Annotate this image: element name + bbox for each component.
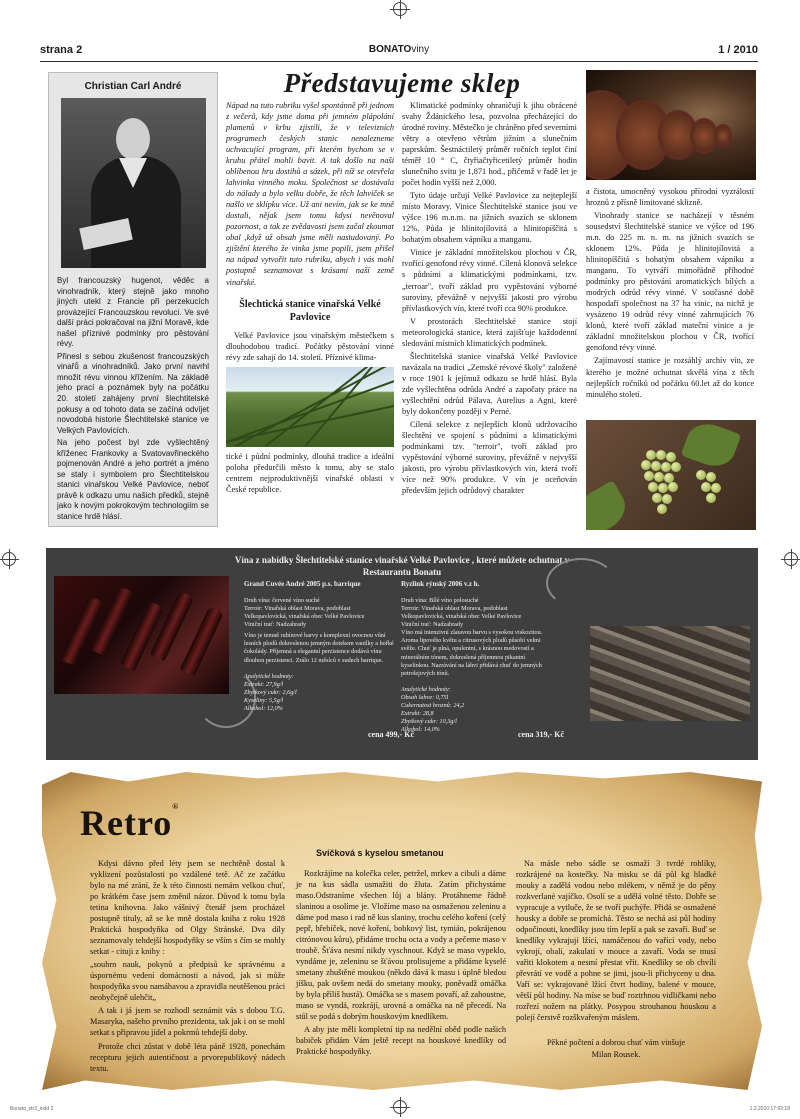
recipe-paragraph: A aby jste měli kompletní tip na nedělní oběd podle našich babiček přidám Vám ještě recept na houskové knedlíky od Praktické hospodyňky. (296, 1025, 506, 1057)
wine-card-left (244, 580, 394, 713)
wine-spec-line: Obsah lahve: 0,75l (401, 693, 449, 701)
sidebar-title: Christian Carl André (84, 81, 182, 92)
recipe-title: Svíčková s kyselou smetanou (316, 848, 444, 858)
wine-bottles-image (54, 576, 229, 694)
article-paragraph: Cílená selekce z nejlepších klonů udržovacího šlechtění ve spojení s půdními a klimatickými podmínkami tzv. "terroir", tvoří základ pro vypěstování výborné suroviny, převážně v nejvyšší jakosti, pro výrobu přívlastkových vín, která tvoří více než 90% produkce. V vín je oceňován především jejich odrůdový charakter (402, 419, 577, 496)
retro-quote: „souhrn nauk, pokynů a předpisů ke správnému a úspornému vedení domácnosti a návod, jak si může hospodyňka svou namáhavou a zpravidla neutěšenou práci neobyčejně ulehčit„ (90, 960, 285, 1003)
article-paragraph: a čistota, umocněný vysokou přírodní vyzrálostí hroznů z přísně limitované sklizně. (586, 187, 754, 208)
footer-timestamp: 1.2.2010 17:02:18 (749, 1106, 790, 1112)
retro-title-text: Retro (80, 803, 173, 843)
registration-mark-top (393, 2, 407, 16)
retro-paragraph: Protože chci zůstat v době léta páně 1928, ponechám recepturu jejich autentičnost a prvorepublikový nádech textu. (90, 1041, 285, 1073)
wine-title-line: Vína z nabídky Šlechtitelské stanice vinařské Velké Pavlovice , které můžete ochutnat v (234, 555, 570, 565)
brand-bold: BONATO (368, 44, 412, 55)
magazine-brand (40, 44, 758, 55)
article-paragraph: V prostorách šlechtitelské stanice stojí meteorologická stanice, která zajišťuje každodenní sledování místních klimatických podmínek. (402, 316, 577, 348)
wine-description: Víno je temně rubínové barvy s komplexní ovocnou vůní lesních plodů dokreslenou jemným dotekem vanilky a hořké čokolády. Příjemná a elegantní perzistence dodává vínu dlouhou perzistenci. Zrálo 12 měsíců v sudech barrique. (244, 632, 394, 664)
wine-spec-line: Extrakt: 28,8 (401, 709, 434, 717)
vineyard-image (226, 367, 394, 447)
wine-spec-line: Analytické hodnoty: (244, 672, 294, 680)
wine-description: Víno má intenzivní zlatavou barvu s vysokou viskozitou. Aroma lipového květu a citrusových plodů působí velmi svěže. Chuť je plná, opulentní, s krásnou medovostí a minerálním tónem, dokreslená příjemnou pikantní kyselinkou. Nazrávání na láhvi přidává chuť do jemných petrolejových tónů. (401, 629, 543, 677)
andre-portrait-image (61, 98, 206, 268)
andre-sidebar (48, 72, 218, 527)
recipe-paragraph: Na másle nebo sádle se osmaží 3 tvrdé rohlíky, rozkrájené na kostečky. Na misku se dá půl kg hladké mouky a zadělá vodou nebo mlékem, v němž je do pěny rozkverlané vajíčko. Osolí se a udělá volné těsto. Dobře se vypracuje a vytluče, že se tvoří puchýře. Přidá se osmažené housky a dobře se promíchá. Těsto se nechá asi půl hodiny odpočinouti, knedlíky jsou tím lepší a pak se zavaří. Buď se knedlíky vykrajují lžící, namáčenou do vařící vody, nebo vykrojí, obalí, zakulatí v mouce a zavaří. Voda se musí vařiti klokotem a nesmí přestat vřít. Knedlíky se ob chvíli převrátí ve vodě a pohne se jimi, jsou-li přichyceny u dna. Vaří se: vykrajované lžící čtvrt hodiny, balené v mouce, větší půl hodiny. Na míse se buď roztrhnou vidličkami nebo rozřezí nožem na plátky. Posypou strouhanou houskou a polejí čerstvě rozškvařeným máslem. (516, 859, 716, 1023)
article-paragraph: Šlechtitelská stanice vinařská Velké Pavlovice navázala na tradici „Zemské révové školy" založené v roce 1901 k jejímuž odkazu se hrdě hlásí. Byla zde vyšlechtěna odrůda André a započaty práce na vyšlechtění odrůd Pálava, Aurelius a Agni, které byly dokončeny později v Perné. (402, 351, 577, 416)
wine-cellar-image (586, 70, 756, 180)
registration-mark-left (2, 552, 16, 566)
wine-section-title (46, 548, 758, 578)
wine-detail: Druh vína: Bílé víno polosuché (401, 597, 479, 605)
registration-mark-right (784, 552, 798, 566)
retro-paragraph: Kdysi dávno před léty jsem se nechtěně dostal k vyklizení pozůstalosti po vzdálené tetě. Ač ze začátku bylo na mé zrání, že k této činnosti nemám velkou chuť, po krátkém čase jsem změnil názor. Důvod k tomu byla tetina knihovna. Jako vášnivý čtenář jsem procházel postupně tituly, až se ke mně dostala kniha z roku 1928 Praktická hospodyňka od Olgy Stránské. Dva díly seznamovaly tehdejší hospodyňky se vším s čím se mohly setkat - cituji z knihy : (90, 859, 285, 957)
article-intro: Nápad na tuto rubriku vyšel spontánně při jednom z večerů, kdy jsme doma při jemném plápolání plamenů v krbu zjistili, že v televizních programech českých stanic nenalezneme uchvacující program, při kterém bychom se v kruhu přátel mohli bavit. A tak došlo na naši oblíbenou hru dostihů a sázek, při níž se otevřela lahvinka vinného moku. Společnost se dostávala do nálady a bylo velku dobře, že těch lahviček se našlo ve sklípku více. Už ani nevím, jak se ke mně dostali, nějak jsem tomu kdysi nevěnoval pozornost, a tak ze zvědavosti jsem začal zkoumat obal ,když už obsah jsme měli nastudovaný. Po zjištění kterého že vinka jsme popili, jsem přišel na nápad vytvořit tuto rubriku, abych i vás mohl postupně seznamovat s krásami naší země vinařské. (226, 101, 394, 287)
article-column-3 (586, 186, 754, 402)
sidebar-paragraph: Přinesl s sebou zkušenost francouzských vinařů a vinohradníků. Jako první navrhl množit révu vinnou křížením. Na základě jeho prací a poznámek byly na počátku 20. století zahájeny první šlechtitelské pokusy a od tohoto data se začíná odvíjet novodobá historie Šlechtitelské stanice ve Velkých Pavlovicích. (57, 351, 209, 435)
retro-column-2 (296, 848, 506, 1060)
wine-spec-line: Analytické hodnoty: (401, 685, 451, 693)
retro-section-title (80, 802, 179, 844)
decorative-swirl (546, 558, 616, 608)
wine-title-line: Restaurantu Bonatu (362, 567, 442, 578)
sidebar-paragraph: Byl francouzský hugenot, věděc a vinohradník, který stejně jako mnoho jiných utekl z Francie při perzekucích provázející Francouzskou revoluci. Ve své další práci pokračoval na jižní Moravě, kde našel příznivé podmínky pro pěstování révy. (57, 276, 209, 349)
wine-price-left: cena 499,- Kč (368, 730, 414, 739)
page-header (40, 42, 758, 62)
page-number: strana 2 (40, 44, 83, 56)
wine-spec-line: Zbytkový cukr: 2,6g/l (244, 688, 297, 696)
wine-analytics (244, 673, 394, 713)
wine-spec-line: Zbytkový cukr: 10,3g/l (401, 717, 457, 725)
wine-analytics (401, 686, 551, 734)
retro-column-1 (90, 858, 285, 1076)
wine-detail: Druh vína: červené víno suché (244, 597, 320, 605)
wine-card-right (401, 580, 551, 734)
section-heading: Šlechtická stanice vinařská Velké Pavlovice (239, 298, 381, 323)
wine-detail: Viniční trať: Nadzahrady (244, 621, 307, 629)
wine-detail: Viniční trať: Nadzahrady (401, 621, 464, 629)
wine-spec-line: Cukernatost hroznů: 24,2 (401, 701, 465, 709)
wine-spec-line: Kyseliny: 5,5g/l (244, 696, 284, 704)
article-paragraph: Vinice je základní množitelskou plochou v ČR, tvořící genofond révy vinné. Cílená klonová selekce s půdními a klimatickými podmínkami, tzv. „terroar", tvoří základ pro vypěstování výborné suroviny, převážně v nejvyšší jakosti pro výrobu přívlastkových vín, které tvoří cca 90% produkce. (402, 248, 577, 313)
wine-name: Grand Cuvée André 2005 p.s. barrique (244, 580, 361, 588)
issue-number: 1 / 2010 (718, 44, 758, 56)
print-footer (10, 1106, 790, 1112)
retro-column-3 (516, 858, 716, 1062)
article-paragraph: Klimatické podmínky ohraničují k jihu obrácené svahy Ždánického lesa, pozvolna přecházející do úrodné roviny. Městečko je chráněno před severními větry a otevřeno větrům jižním a slunečním paprskům. Šestnáctiletý průměr ročních teplot činí téměř 10 ° C, čtyřiačtyřicetiletý průměr hodin slunečního svitu je 1,871 hod., přičemž v řadě let je počet hodin vyšší než 2,000. (402, 101, 577, 188)
dusty-bottles-image (590, 626, 750, 721)
signature-line: Pěkné počtení a dobrou chuť vám vinšuje (546, 1038, 686, 1048)
registered-mark: ® (172, 802, 180, 811)
wine-price-right: cena 319,- Kč (518, 730, 564, 739)
wine-spec-line: Extrakt: 27,9g/l (244, 680, 284, 688)
article-column-1 (226, 100, 394, 497)
signature (516, 1037, 716, 1059)
brand-light: viny (411, 44, 430, 55)
article-paragraph: tické i půdní podmínky, dlouhá tradice a ideální poloha předurčili město k tomu, aby se stalo centrem nejproduktivnější vinařské oblasti v České republice. (226, 451, 394, 494)
article-paragraph: Zajímavostí stanice je rozsáhlý archív vín, ze kterého je možné ochutnat skvělá vína z těch nejlepších ročníků od počátku 60.let až do konce minulého století. (586, 356, 754, 399)
footer-file: Bonato_str3_indd 2 (10, 1106, 54, 1112)
wine-name: Ryzlink rýnský 2006 v.z h. (401, 580, 480, 588)
wine-spec-line: Alkohol: 12,0% (244, 704, 283, 712)
article-paragraph: Velké Pavlovice jsou vinařským městečkem s dlouhodobou tradicí. Počátky pěstování vinné révy zde sahají do 14. století. Příznivé klima- (226, 330, 394, 362)
article-column-2 (402, 100, 577, 498)
wine-detail: Terroir: Vinařská oblast Morava, podoblast Velkopavlovická, vinařská obec Velké Pavlovice (401, 605, 522, 621)
signature-name: Milan Rousek. (591, 1049, 641, 1059)
sidebar-text (49, 268, 217, 523)
article-title: Představujeme sklep (283, 68, 521, 98)
article-paragraph: Vinohrady stanice se nacházejí v těsném sousedství šlechtitelské stanice ve výšce od 196 m.n. do 225 m. n. m. na jižních svazích se sklonem 12%. Půda je hlinitojílovitá a hlinitopíščitá s bohatým obsahem vápníku a manganu. To vytváří mimořádně příhodné podmínky pro pěstování aromatických bílých a modrých odrůd révy vinné. V současné době hospodaří společnost na 37 ha vinic, na nichž je vysázeno 19 odrůd révy vinné zahrnujících 76 klonů, které tvoří základ mateční vinice a je základní množitelskou plochou v ČR, tvořící genofond révy vinné. (586, 211, 754, 353)
wine-spec-line: Alkohol: 14,0% (401, 726, 440, 734)
recipe-paragraph: Rozkrájíme na kolečka celer, petržel, mrkev a cibuli a dáme je na kus sádla usmažiti do žluta. Zatím přichystáme maso.Odstraníme všechen lůj a blány. Protáhneme řádně slaninou a osolíme je. Vložíme maso na osmaženou zeleninu a dáme pod maso i rad ně kus slaniny, trochu celého koření (celý pepř, hřebíček, nové koření, bobkový list, tymián, pokrájenou citrónovou kůru), přidáme trochu octa a vody a pečeme maso v troubě. Šťáva nesmí nikdy vyschnout. Když se maso vypeklo, vyndáme je, zeleninu se šťávou prolisujeme a přidáme kyselé smetany zhuštěné moukou (někdo dává k masu i úplně bledou jíšku, pak ovšem nedá do smetany mouky, poněvadž omáčka by byla příliš hustá). Omáčka se s masem povaří, až zahoustne, maso se vyndá, rozkrájí, urovná a omáčka na ně přecedí. Na stůl se podá s dobrým houskovým knedlíkem. (296, 868, 506, 1022)
wine-offer-section (46, 548, 758, 760)
retro-paragraph: A tak i já jsem se rozhodl seznámit vás s dobou T.G. Masaryka, našeho prvního prezidenta, tak jak i on se mohl setkat s připravou jídel a pokrmů tehdejší doby. (90, 1006, 285, 1038)
article-paragraph: Tyto údaje určují Velké Pavlovice za nejteplejší místo Moravy. Vinice Šlechtitelské stanice jsou ve výšce 196 m.n.m. na jižních svazích se sklonem 12%. Půda je hlinitojílovitá a hlinitopíščitá s bohatým obsahem vápníku a manganu. (402, 191, 577, 245)
wine-detail: Terroir: Vinařská oblast Morava, podoblast Velkopavlovická, vinařská obec Velké Pavlovice (244, 605, 365, 621)
sidebar-paragraph: Na jeho počest byl zde vyšlechtěný kříženec Frankovky a Svatovavřineckého pojmenován André a jeho portrét a jméno se staly i symbolem pro Šlechtitelskou stanici vinařskou Velké Pavlovice, neboť právě k odkazu umu našich předků, stejně jako k novým pokrokovým technologiím se stanice hrdě hlásí. (57, 438, 209, 522)
grapes-image (586, 420, 756, 530)
